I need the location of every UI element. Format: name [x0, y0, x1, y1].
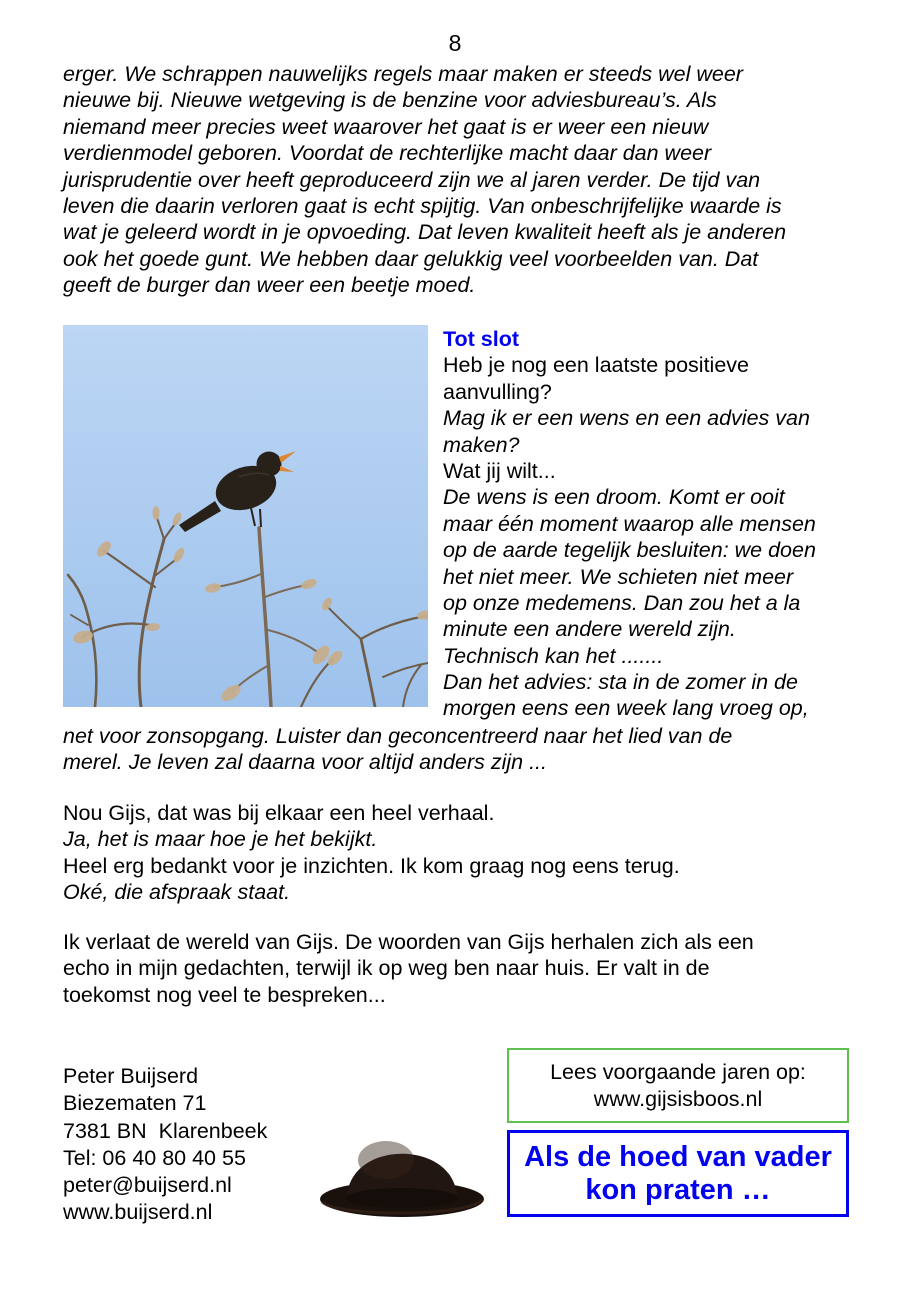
text-line: nieuwe bij. Nieuwe wetgeving is de benzine voor adviesbureau’s. Als: [63, 88, 717, 113]
contact-email: peter@buijserd.nl: [63, 1173, 232, 1198]
text-line: Ik verlaat de wereld van Gijs. De woorden van Gijs herhalen zich als een: [63, 930, 754, 954]
bowler-hat-icon: [318, 1122, 488, 1220]
contact-street: Biezematen 71: [63, 1091, 207, 1116]
blackbird-photo: [63, 325, 428, 707]
text-line: Wat jij wilt...: [443, 458, 556, 483]
previous-years-url: www.gijsisboos.nl: [593, 1086, 763, 1111]
text-line: wat je geleerd wordt in je opvoeding. Dat leven kwaliteit heeft als je anderen: [63, 220, 787, 245]
section-heading: Tot slot: [443, 327, 520, 351]
text-line: ook het goede gunt. We hebben daar gelukkig veel voorbeelden van. Dat: [63, 246, 759, 271]
text-line: echo in mijn gedachten, terwijl ik op weg ben naar huis. Er valt in de: [63, 956, 710, 981]
text-line: Heel erg bedankt voor je inzichten. Ik kom graag nog eens terug.: [63, 853, 680, 878]
text-line: Oké, die afspraak staat.: [63, 880, 291, 905]
text-line: op de aarde tegelijk besluiten: we doen: [443, 538, 816, 563]
text-line: De wens is een droom. Komt er ooit: [443, 485, 785, 510]
text-line: aanvulling?: [443, 379, 552, 404]
text-line: Nou Gijs, dat was bij elkaar een heel verhaal.: [63, 801, 495, 825]
text-line: op onze medemens. Dan zou het a la: [443, 590, 801, 615]
contact-block: [63, 1063, 267, 1227]
text-line: merel. Je leven zal daarna voor altijd anders zijn ...: [63, 750, 547, 775]
continuation-paragraph: [63, 723, 732, 776]
text-line: erger. We schrappen nauwelijks regels maar maken er steeds wel weer: [63, 62, 743, 86]
book-title-box: [507, 1130, 849, 1217]
closing-paragraph: [63, 929, 754, 1008]
text-line: Ja, het is maar hoe je het bekijkt.: [63, 827, 378, 852]
text-line: leven die daarin verloren gaat is echt spijtig. Van onbeschrijfelijke waarde is: [63, 193, 782, 218]
intro-paragraph: [63, 61, 786, 299]
bowler-hat-image: [318, 1122, 488, 1220]
text-line: Heb je nog een laatste positieve: [443, 353, 749, 378]
previous-years-box: [507, 1048, 849, 1123]
text-line: maken?: [443, 432, 520, 457]
contact-phone: Tel: 06 40 80 40 55: [63, 1145, 246, 1170]
contact-name: Peter Buijserd: [63, 1064, 199, 1088]
previous-years-label: Lees voorgaande jaren op:: [550, 1059, 806, 1084]
page-number: 8: [448, 30, 462, 56]
text-line: Mag ik er een wens en een advies van: [443, 406, 810, 431]
text-line: verdienmodel geboren. Voordat de rechterlijke macht daar dan weer: [63, 141, 712, 166]
tot-slot-section: [443, 326, 853, 722]
text-line: net voor zonsopgang. Luister dan geconcentreerd naar het lied van de: [63, 724, 733, 748]
text-line: Dan het advies: sta in de zomer in de: [443, 670, 798, 695]
text-line: Technisch kan het .......: [443, 643, 664, 668]
contact-website: www.buijserd.nl: [63, 1200, 213, 1225]
text-line: morgen eens een week lang vroeg op,: [443, 696, 809, 721]
book-title-line2: kon praten …: [585, 1173, 771, 1206]
text-line: maar één moment waarop alle mensen: [443, 511, 816, 536]
text-line: het niet meer. We schieten niet meer: [443, 564, 794, 589]
text-line: toekomst nog veel te bespreken...: [63, 982, 386, 1007]
text-line: jurisprudentie over heeft geproduceerd zijn we al jaren verder. De tijd van: [63, 167, 761, 192]
text-line: niemand meer precies weet waarover het gaat is er weer een nieuw: [63, 114, 709, 139]
blackbird-photo-svg: [63, 325, 428, 707]
book-title-line1: Als de hoed van vader: [524, 1140, 832, 1173]
contact-city: 7381 BN Klarenbeek: [63, 1118, 268, 1143]
text-line: minute een andere wereld zijn.: [443, 617, 736, 642]
text-line: geeft de burger dan weer een beetje moed.: [63, 273, 476, 298]
dialogue-paragraph: [63, 800, 680, 906]
